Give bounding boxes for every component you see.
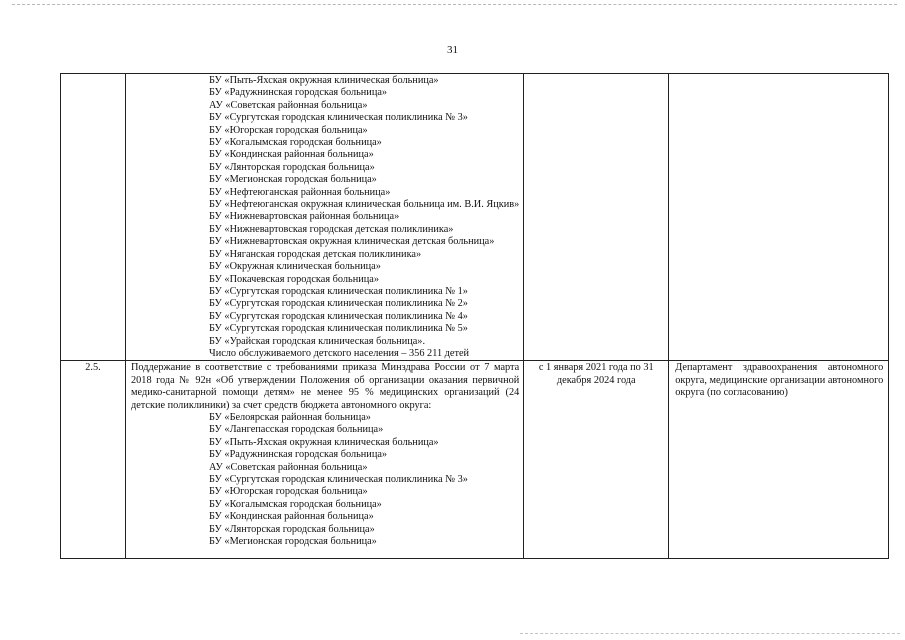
institution-item: БУ «Сургутская городская клиническая поликлиника № 1» bbox=[209, 285, 468, 297]
institution-item: БУ «Няганская городская детская поликлиника» bbox=[209, 248, 422, 260]
institution-list-2-5 bbox=[126, 412, 523, 548]
scan-edge-top bbox=[12, 4, 897, 5]
table-row bbox=[61, 74, 889, 361]
institutions-cell bbox=[126, 74, 524, 361]
responsible-cell: Департамент здравоохранения автономного округа, медицинские организации автономного округа (по согласованию) bbox=[669, 361, 889, 559]
page-number: 31 bbox=[447, 44, 458, 56]
institution-item: БУ «Сургутская городская клиническая поликлиника № 3» bbox=[209, 112, 468, 124]
institution-item: БУ «Югорская городская больница» bbox=[209, 124, 368, 136]
institution-item: БУ «Сургутская городская клиническая поликлиника № 3» bbox=[209, 474, 468, 485]
institution-item: БУ «Сургутская городская клиническая поликлиника № 2» bbox=[209, 298, 468, 310]
institution-item: БУ «Белоярская районная больница» bbox=[209, 411, 371, 423]
institution-item: БУ «Нижневартовская районная больница» bbox=[209, 211, 400, 223]
institution-item: АУ «Советская районная больница» bbox=[209, 461, 368, 473]
institution-item: БУ «Окружная клиническая больница» bbox=[209, 261, 381, 273]
institution-item: БУ «Нефтеюганская окружная клиническая больница им. В.И. Яцкив» bbox=[209, 199, 520, 211]
institution-item: БУ «Сургутская городская клиническая поликлиника № 4» bbox=[209, 310, 468, 322]
institution-item: БУ «Нижневартовская городская детская поликлиника» bbox=[209, 223, 454, 235]
institution-item: БУ «Югорская городская больница» bbox=[209, 486, 368, 498]
institution-item: АУ «Советская районная больница» bbox=[209, 99, 368, 111]
institution-item: БУ «Сургутская городская клиническая поликлиника № 5» bbox=[209, 323, 468, 335]
institution-item: БУ «Радужнинская городская больница» bbox=[209, 449, 388, 461]
institution-item: БУ «Покачевская городская больница» bbox=[209, 273, 379, 285]
period-cell: с 1 января 2021 года по 31 декабря 2024 года bbox=[524, 361, 669, 559]
table-row bbox=[61, 361, 889, 559]
scan-edge-bottom bbox=[520, 633, 900, 634]
institution-item: БУ «Кондинская районная больница» bbox=[209, 511, 374, 523]
population-note: Число обслуживаемого детского населения – 356 211 детей bbox=[209, 347, 470, 359]
period-cell bbox=[524, 74, 669, 361]
institution-item: БУ «Нефтеюганская районная больница» bbox=[209, 186, 391, 198]
row-number-cell: 2.5. bbox=[61, 361, 126, 559]
institution-item: БУ «Лянторская городская больница» bbox=[209, 161, 375, 173]
institution-item: БУ «Лангепасская городская больница» bbox=[209, 424, 384, 436]
institution-item: БУ «Мегионская городская больница» bbox=[209, 536, 377, 548]
institution-item: БУ «Когалымская городская больница» bbox=[209, 498, 382, 510]
institution-item: БУ «Нижневартовская окружная клиническая детская больница» bbox=[209, 236, 495, 248]
institution-item: БУ «Пыть-Яхская окружная клиническая больница» bbox=[209, 436, 439, 448]
institution-item: БУ «Кондинская районная больница» bbox=[209, 149, 374, 161]
institution-item: БУ «Пыть-Яхская окружная клиническая больница» bbox=[209, 75, 439, 86]
institution-item: БУ «Мегионская городская больница» bbox=[209, 174, 377, 186]
institution-item: БУ «Лянторская городская больница» bbox=[209, 523, 375, 535]
measures-table bbox=[60, 73, 889, 559]
institution-item: БУ «Когалымская городская больница» bbox=[209, 137, 382, 149]
measure-description: Поддержание в соответствие с требованиями приказа Минздрава России от 7 марта 2018 года № 92н «Об утверждении Положения об организации оказания первичной медико-санитарной помощи детям» не менее 95 % медицинских организаций (24 детские поликлиники) за счет средств бюджета автономного округа: bbox=[131, 362, 520, 411]
institution-list-continued bbox=[126, 74, 523, 360]
institution-item: БУ «Урайская городская клиническая больница». bbox=[209, 335, 426, 347]
institution-item: БУ «Радужнинская городская больница» bbox=[209, 87, 388, 99]
measure-description-cell bbox=[126, 361, 524, 559]
row-number-cell bbox=[61, 74, 126, 361]
responsible-cell bbox=[669, 74, 889, 361]
